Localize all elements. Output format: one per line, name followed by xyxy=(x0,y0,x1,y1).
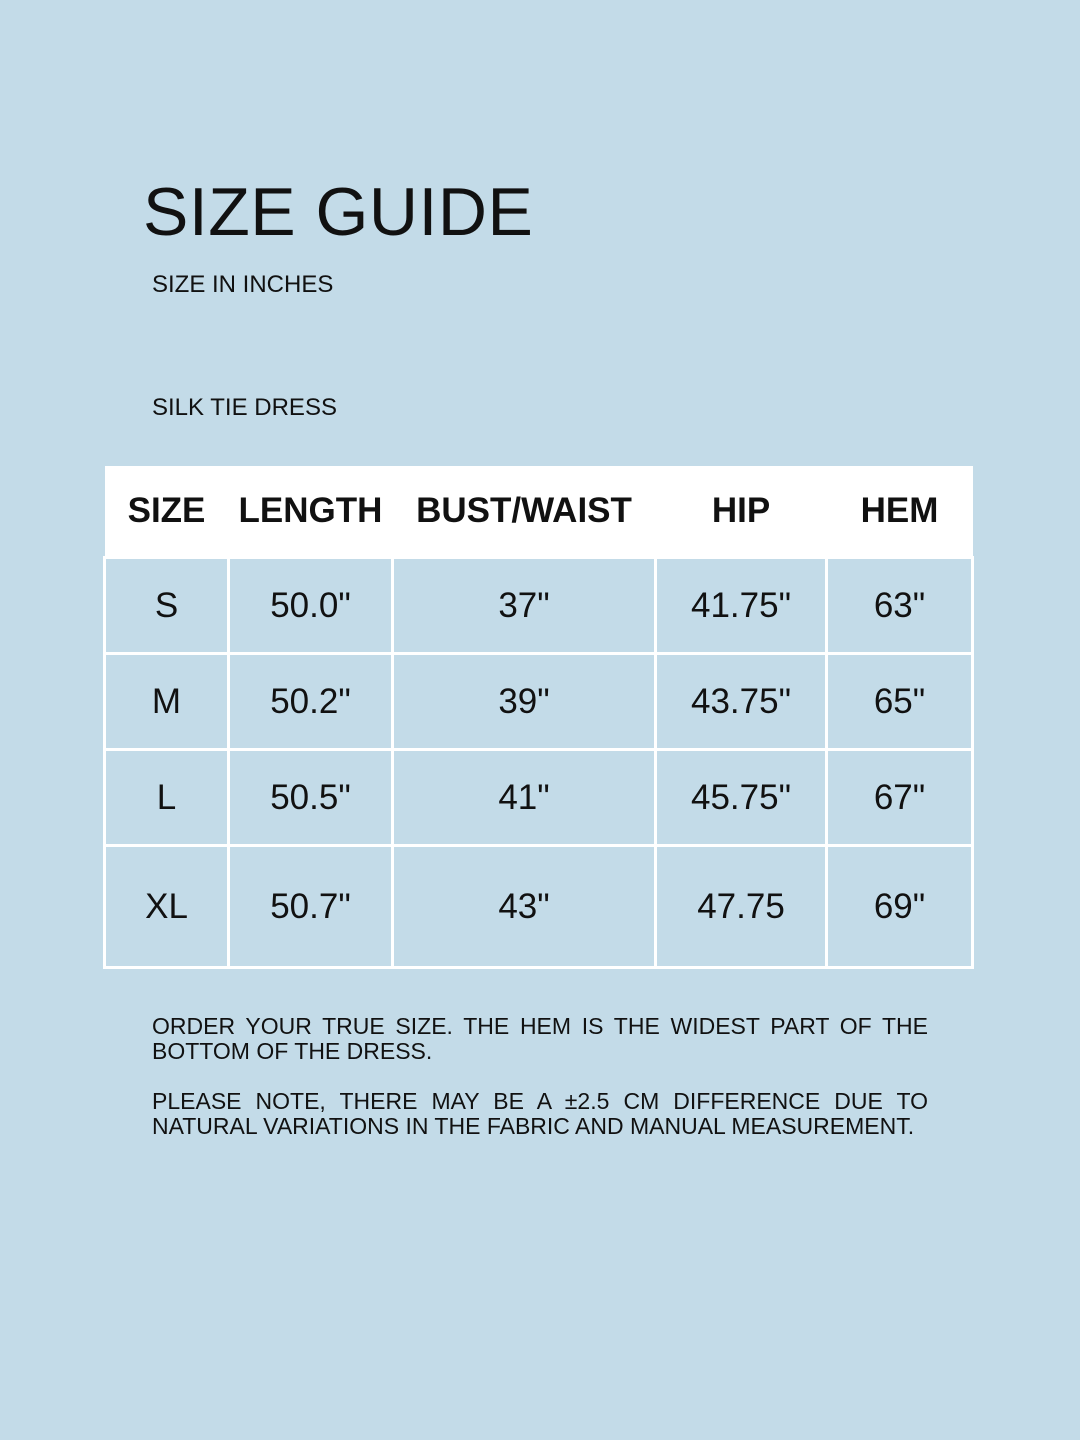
table-body xyxy=(105,558,973,968)
header-row xyxy=(105,466,973,558)
cell-size: XL xyxy=(105,846,229,968)
unit-subtitle: SIZE IN INCHES xyxy=(152,271,334,298)
cell-bust-waist: 41" xyxy=(393,750,656,846)
cell-hem: 65" xyxy=(827,654,973,750)
cell-hip: 47.75 xyxy=(656,846,827,968)
cell-hem: 67" xyxy=(827,750,973,846)
measurement-disclaimer: PLEASE NOTE, THERE MAY BE A ±2.5 CM DIFFERENCE DUE TO NATURAL VARIATIONS IN THE FABRIC AND MANUAL MEASUREMENT. xyxy=(152,1088,928,1139)
page-title: SIZE GUIDE xyxy=(143,174,534,250)
column-header-hip: HIP xyxy=(656,466,827,558)
cell-hem: 69" xyxy=(827,846,973,968)
cell-size: S xyxy=(105,558,229,654)
column-header-hem: HEM xyxy=(827,466,973,558)
fit-note: ORDER YOUR TRUE SIZE. THE HEM IS THE WIDEST PART OF THE BOTTOM OF THE DRESS. xyxy=(152,1013,928,1064)
cell-length: 50.2" xyxy=(229,654,393,750)
table-row xyxy=(105,750,973,846)
column-header-bust-waist: BUST/WAIST xyxy=(393,466,656,558)
cell-length: 50.0" xyxy=(229,558,393,654)
table-row xyxy=(105,846,973,968)
cell-bust-waist: 43" xyxy=(393,846,656,968)
cell-hem: 63" xyxy=(827,558,973,654)
cell-bust-waist: 39" xyxy=(393,654,656,750)
cell-bust-waist: 37" xyxy=(393,558,656,654)
size-chart-table xyxy=(103,466,974,969)
table-row xyxy=(105,654,973,750)
column-header-length: LENGTH xyxy=(229,466,393,558)
cell-length: 50.7" xyxy=(229,846,393,968)
cell-hip: 41.75" xyxy=(656,558,827,654)
cell-size: M xyxy=(105,654,229,750)
product-name: SILK TIE DRESS xyxy=(152,394,337,421)
table-header xyxy=(105,466,973,558)
column-header-size: SIZE xyxy=(105,466,229,558)
table-row xyxy=(105,558,973,654)
cell-size: L xyxy=(105,750,229,846)
cell-hip: 43.75" xyxy=(656,654,827,750)
cell-length: 50.5" xyxy=(229,750,393,846)
cell-hip: 45.75" xyxy=(656,750,827,846)
